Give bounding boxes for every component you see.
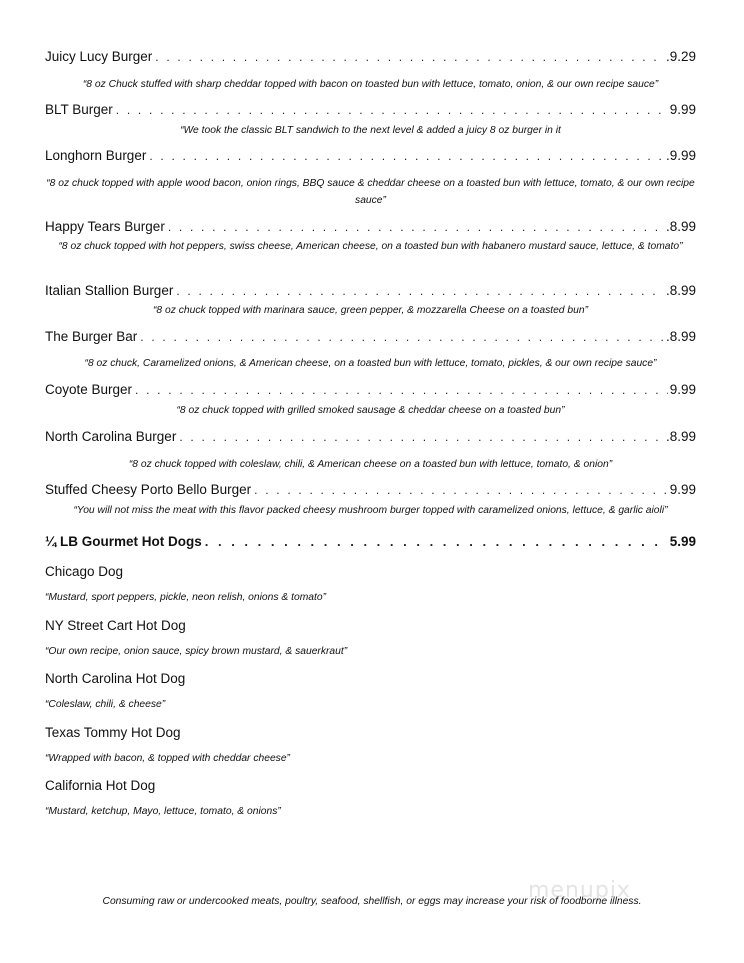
item-name: North Carolina Burger [45,429,177,444]
hotdog-description: “Our own recipe, onion sauce, spicy brown mustard, & sauerkraut” [45,646,348,657]
dot-leader [179,430,664,444]
item-name: Happy Tears Burger [45,219,165,234]
item-name: Stuffed Cheesy Porto Bello Burger [45,482,252,497]
hotdog-name: NY Street Cart Hot Dog [45,618,186,633]
item-price: .8.99 [665,283,696,298]
item-name: BLT Burger [45,102,113,117]
item-price: .9.29 [665,49,696,64]
menu-item [45,382,696,397]
section-title: ¼ LB Gourmet Hot Dogs [45,534,202,549]
item-description: “You will not miss the meat with this flavor packed cheesy mushroom burger topped with caramelized onions, lettuce, & garlic aioli” [73,505,668,516]
section-price: 5.99 [669,534,696,549]
item-name: The Burger Bar [45,329,138,344]
item-description: “8 oz chuck, Caramelized onions, & American cheese, on a toasted bun with lettuce, tomato, pickles, & our own recipe sauce” [84,358,657,369]
item-name: Longhorn Burger [45,148,147,163]
dot-leader [254,483,668,497]
hotdog-name: Chicago Dog [45,564,124,579]
watermark-logo: menupix [528,878,631,903]
item-description: “8 oz chuck topped with hot peppers, swiss cheese, American cheese, on a toasted bun with habanero mustard sauce, lettuce, & tomato” [58,241,683,252]
menu-item [45,329,696,344]
item-price: .8.99 [665,219,696,234]
item-description: “8 oz chuck topped with apple wood bacon, onion rings, BBQ sauce & cheddar cheese on a toasted bun with lettuce, tomato, & our own recipe sauce” [46,178,695,206]
hotdog-description: “Wrapped with bacon, & topped with cheddar cheese” [45,753,290,764]
item-price: 9.99 [669,102,696,117]
item-price: .9.99 [665,148,696,163]
dot-leader [205,534,664,549]
menu-item [45,429,696,444]
dot-leader [155,50,664,64]
dot-leader [176,284,664,298]
item-description: “8 oz chuck topped with coleslaw, chili, & American cheese on a toasted bun with lettuce, tomato, & onion” [128,459,613,470]
item-price: .8.99 [665,429,696,444]
item-price: 9.99 [669,382,696,397]
hotdog-description: “Mustard, ketchup, Mayo, lettuce, tomato, & onions” [45,806,281,817]
hotdogs-section-header [45,534,696,549]
hotdog-name: California Hot Dog [45,778,156,793]
item-description: “We took the classic BLT sandwich to the next level & added a juicy 8 oz burger in it [180,125,561,136]
hotdog-name: Texas Tommy Hot Dog [45,725,181,740]
item-description: “8 oz Chuck stuffed with sharp cheddar topped with bacon on toasted bun with lettuce, tomato, onion, & our own recipe sauce” [82,79,659,90]
item-description: “8 oz chuck topped with marinara sauce, green pepper, & mozzarella Cheese on a toasted bun” [152,305,588,316]
dot-leader [149,149,664,163]
item-name: Coyote Burger [45,382,133,397]
hotdog-description: “Mustard, sport peppers, pickle, neon relish, onions & tomato” [45,592,327,603]
hotdog-name: North Carolina Hot Dog [45,671,186,686]
item-price: .8.99 [665,329,696,344]
item-name: Juicy Lucy Burger [45,49,153,64]
menu-item [45,482,696,497]
menu-item [45,148,696,163]
menu-item [45,219,696,234]
item-name: Italian Stallion Burger [45,283,174,298]
hotdog-description: “Coleslaw, chili, & cheese” [45,699,166,710]
menu-item [45,283,696,298]
menu-item [45,102,696,117]
menu-item [45,49,696,64]
dot-leader [140,330,664,344]
dot-leader [135,383,668,397]
dot-leader [168,220,664,234]
food-safety-disclaimer: Consuming raw or undercooked meats, poultry, seafood, shellfish, or eggs may increase your risk of foodborne illness. [102,896,642,907]
item-price: 9.99 [669,482,696,497]
dot-leader [116,103,668,117]
item-description: “8 oz chuck topped with grilled smoked sausage & cheddar cheese on a toasted bun” [176,405,565,416]
